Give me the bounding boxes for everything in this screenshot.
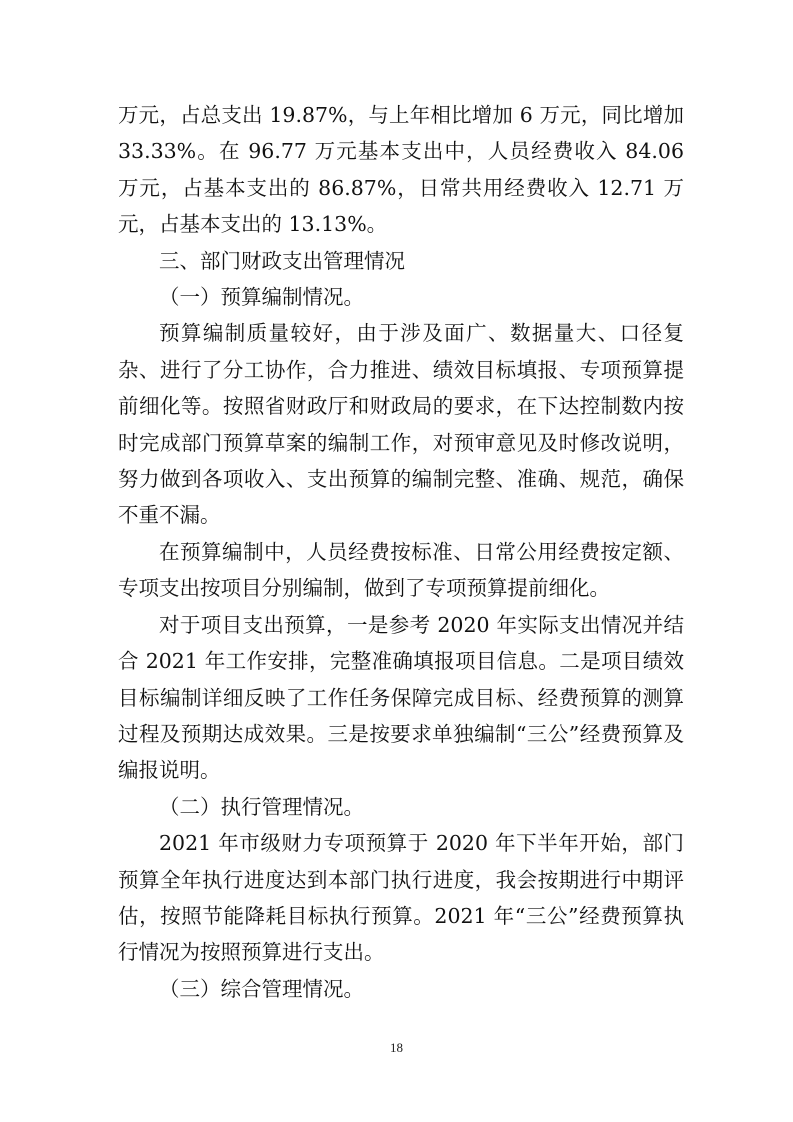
subheading-budget-preparation: （一）预算编制情况。 [159, 285, 364, 310]
paragraph-budget-quality: 预算编制质量较好，由于涉及面广、数据量大、口径复杂、进行了分工协作，合力推进、绩效目标填报、专项预算提前细化等。按照省财政厅和财政局的要求，在下达控制数内按时完成部门预算草案的编制工作，对预审意见及时修改说明，努力做到各项收入、支出预算的编制完整、准确、规范，确保不重不漏。 [118, 321, 684, 528]
document-body [118, 97, 684, 1007]
section-heading-expenditure-management: 三、部门财政支出管理情况 [159, 248, 405, 273]
paragraph-execution-details: 2021 年市级财力专项预算于 2020 年下半年开始，部门预算全年执行进度达到本部门执行进度，我会按期进行中期评估，按照节能降耗目标执行预算。2021 年“三公”经费预算执行情况为按照预算进行支出。 [118, 831, 684, 965]
page-number: 18 [390, 1040, 403, 1055]
paragraph-budget-summary-continued: 万元，占总支出 19.87%，与上年相比增加 6 万元，同比增加 33.33%。在 96.77 万元基本支出中，人员经费收入 84.06 万元，占基本支出的 86.87%，日常共用经费收入 12.71 万元，占基本支出的 13.13%。 [118, 103, 684, 237]
subheading-execution-management: （二）执行管理情况。 [159, 794, 364, 819]
subheading-comprehensive-management: （三）综合管理情况。 [159, 976, 364, 1001]
paragraph-project-expenditure: 对于项目支出预算，一是参考 2020 年实际支出情况并结合 2021 年工作安排，完整准确填报项目信息。二是项目绩效目标编制详细反映了工作任务保障完成目标、经费预算的测算过程及预期达成效果。三是按要求单独编制“三公”经费预算及编报说明。 [118, 612, 684, 783]
paragraph-budget-method: 在预算编制中，人员经费按标准、日常公用经费按定额、专项支出按项目分别编制，做到了专项预算提前细化。 [118, 539, 684, 601]
